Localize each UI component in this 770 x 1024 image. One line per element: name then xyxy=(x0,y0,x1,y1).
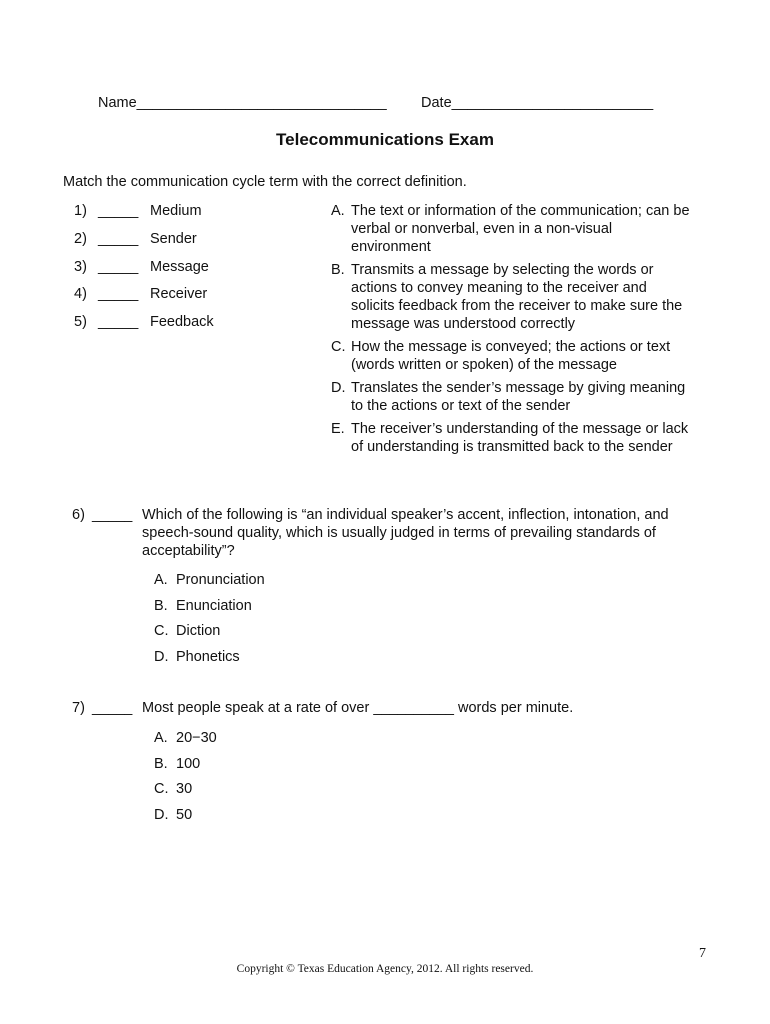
answer-blank: _____ xyxy=(92,700,133,716)
match-item xyxy=(74,314,214,330)
question-7-options xyxy=(154,729,217,831)
definition-letter: E. xyxy=(331,421,345,437)
option-text: Pronunciation xyxy=(176,572,265,588)
question-number: 6) xyxy=(72,507,85,523)
question-6 xyxy=(72,506,702,562)
match-item-term: Message xyxy=(150,259,209,275)
match-item-term: Medium xyxy=(150,203,202,219)
option-text: 20−30 xyxy=(176,730,217,746)
match-item xyxy=(74,231,197,247)
definition-text: The text or information of the communication; can be verbal or nonverbal, even in a non-visual environment xyxy=(351,203,690,255)
definition-text: How the message is conveyed; the actions or text (words written or spoken) of the message xyxy=(351,339,671,373)
option-letter: C. xyxy=(154,781,169,797)
question-text: Which of the following is “an individual speaker’s accent, inflection, intonation, and speech-sound quality, which is usually judged in terms of prevailing standards of acceptability”? xyxy=(142,507,669,559)
match-item xyxy=(74,203,202,219)
answer-blank: _____ xyxy=(98,203,139,219)
option xyxy=(154,622,265,648)
question-text: Most people speak at a rate of over __________ words per minute. xyxy=(142,700,574,716)
option-text: Phonetics xyxy=(176,648,240,665)
definition xyxy=(331,202,691,256)
definition-text: The receiver’s understanding of the message or lack of understanding is transmitted back to the sender xyxy=(351,421,689,455)
option xyxy=(154,597,265,623)
match-item-number: 1) xyxy=(74,203,87,219)
definition xyxy=(331,261,691,333)
definition xyxy=(331,379,691,415)
option-letter: B. xyxy=(154,755,168,772)
definition-letter: C. xyxy=(331,339,346,355)
instructions: Match the communication cycle term with the correct definition. xyxy=(63,174,467,190)
definition xyxy=(331,338,691,374)
answer-blank: _____ xyxy=(98,231,139,247)
date-field-label: Date_________________________ xyxy=(421,95,654,111)
option-letter: B. xyxy=(154,597,168,614)
match-item-term: Sender xyxy=(150,231,197,247)
option xyxy=(154,806,217,832)
page-number: 7 xyxy=(699,946,706,961)
definition xyxy=(331,420,691,456)
option xyxy=(154,729,217,755)
answer-blank: _____ xyxy=(98,286,139,302)
match-item xyxy=(74,286,207,302)
option-text: 50 xyxy=(176,806,193,823)
match-item-number: 3) xyxy=(74,259,87,275)
option-text: 30 xyxy=(176,781,193,797)
match-item-term: Receiver xyxy=(150,286,208,302)
copyright-footer: Copyright © Texas Education Agency, 2012. All rights reserved. xyxy=(236,963,534,975)
answer-blank: _____ xyxy=(92,507,133,523)
match-item-term: Feedback xyxy=(150,314,214,330)
definition-text: Transmits a message by selecting the words or actions to convey meaning to the receiver and solicits feedback from the receiver to make sure the message was understood correctly xyxy=(351,262,683,332)
definition-text: Translates the sender’s message by giving meaning to the actions or text of the sender xyxy=(351,380,686,414)
option-letter: A. xyxy=(154,572,168,588)
answer-blank: _____ xyxy=(98,259,139,275)
option-letter: C. xyxy=(154,623,169,639)
option-letter: A. xyxy=(154,730,168,746)
question-7 xyxy=(72,699,702,719)
answer-blank: _____ xyxy=(98,314,139,330)
option xyxy=(154,780,217,806)
definition-letter: D. xyxy=(331,380,346,396)
name-field-label: Name_______________________________ xyxy=(98,95,387,111)
definition-letter: B. xyxy=(331,262,345,278)
definitions-list xyxy=(331,202,691,461)
option-text: Enunciation xyxy=(176,597,252,614)
option xyxy=(154,755,217,781)
option xyxy=(154,571,265,597)
page-title: Telecommunications Exam xyxy=(276,130,494,149)
question-6-options xyxy=(154,571,265,673)
option xyxy=(154,648,265,674)
match-item-number: 4) xyxy=(74,286,87,302)
option-letter: D. xyxy=(154,648,169,665)
option-text: 100 xyxy=(176,755,201,772)
match-item-number: 5) xyxy=(74,314,87,330)
option-letter: D. xyxy=(154,806,169,823)
question-number: 7) xyxy=(72,700,85,716)
match-item-number: 2) xyxy=(74,231,87,247)
match-item xyxy=(74,259,209,275)
option-text: Diction xyxy=(176,623,221,639)
definition-letter: A. xyxy=(331,203,345,219)
